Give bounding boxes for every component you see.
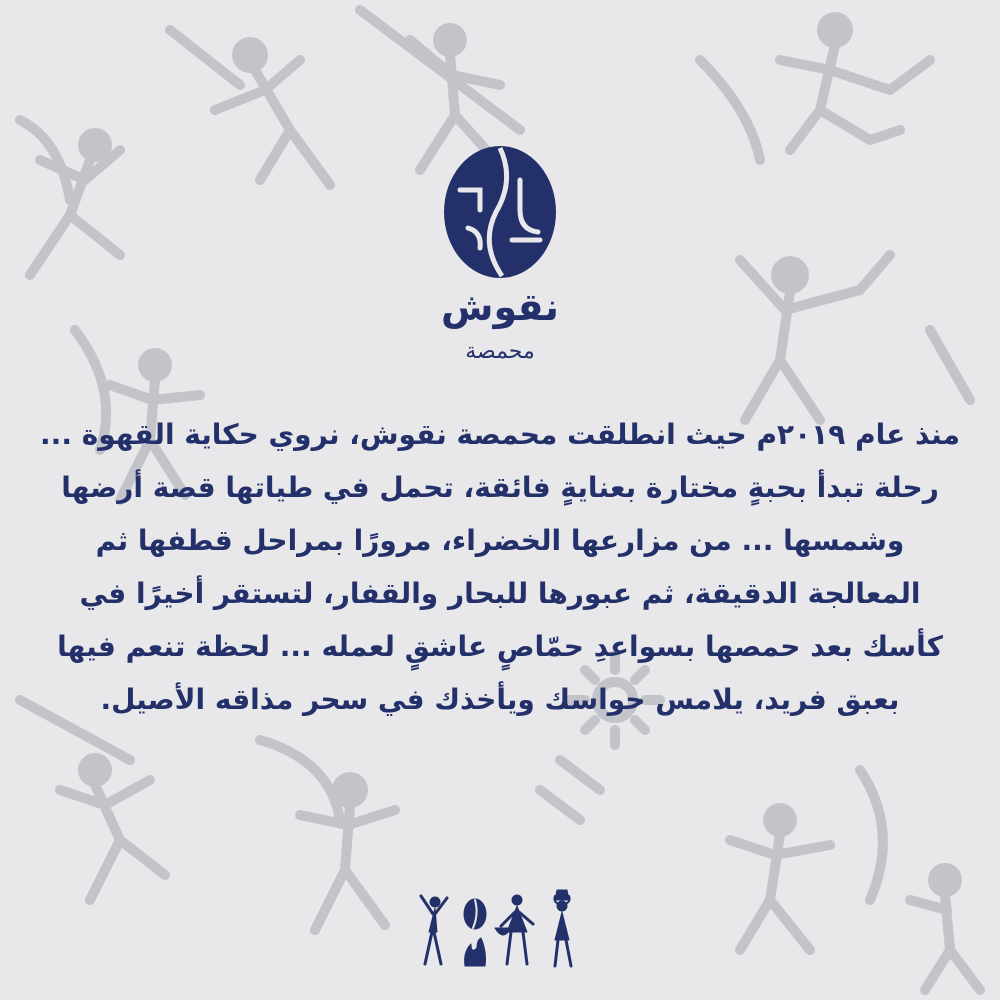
footer-icons (415, 888, 585, 972)
hunter-figure-icon (170, 30, 330, 185)
woman-water-jar-figure-icon (555, 890, 572, 966)
archer-figure-icon (20, 120, 120, 275)
dancer-figure-icon (700, 17, 930, 160)
dancer-figure-icon (421, 896, 447, 964)
walking-figure-icon (910, 868, 980, 990)
brand-story: منذ عام ٢٠١٩م حيث انطلقت محمصة نقوش، نروي حكاية القهوة ... رحلة تبدأ بحبةٍ مختارة بعنايةٍ فائقة، تحمل في طياتها قصة أرضها وشمسها ... من مزارعها الخضراء، مرورًا بمراحل قطفها ثم المعالجة الدقيقة، ثم عبورها للبحار والقفار، لتستقر أخيرًا في كأسك بعد حمصها بسواعدِ حمّاصٍ عاشقٍ لعمله ... لحظة تنعم فيها بعبق فريد، يلامس حواسك ويأخذك في سحر مذاقه الأصيل. (40, 418, 960, 716)
archer-figure-icon (730, 770, 883, 950)
warrior-figure-icon (260, 740, 395, 930)
brand-name: نقوش (441, 285, 559, 329)
raised-arms-figure-icon (740, 255, 970, 420)
coffee-bean-fire-icon (464, 899, 486, 966)
running-figure-icon (20, 700, 165, 900)
coffee-bean-logo-icon (444, 146, 556, 278)
farmer-basket-figure-icon (495, 895, 533, 964)
brand-logo (390, 140, 610, 380)
brand-subtitle: محمصة (465, 339, 535, 364)
